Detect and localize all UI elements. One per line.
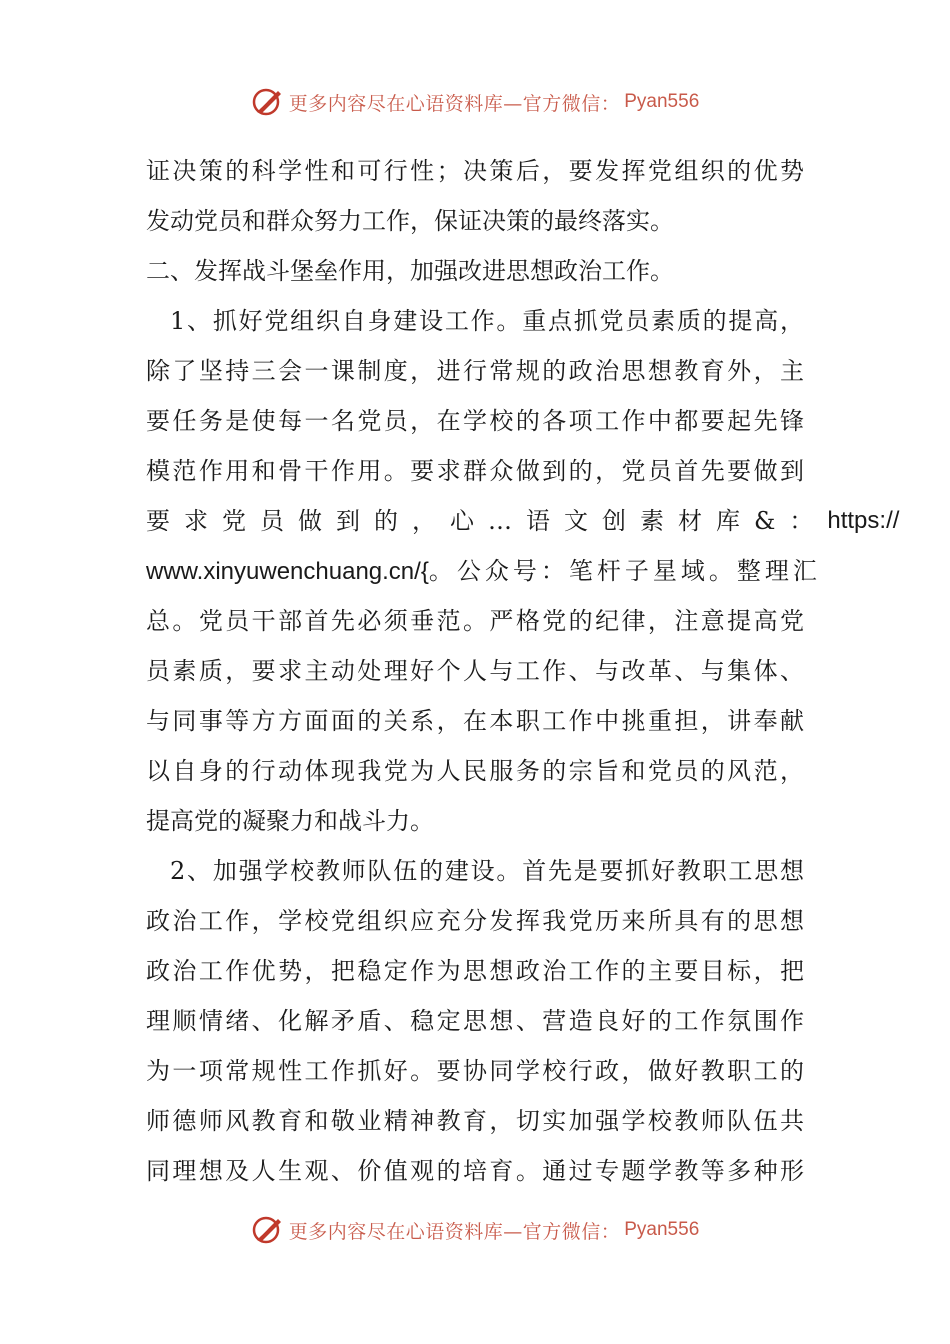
body-line-text: 要求党员做到的，心…语文创素材库&： [146, 507, 828, 535]
body-line-text: 。公众号：笔杆子星域。整理汇 [428, 557, 821, 585]
body-line: 要任务是使每一名党员，在学校的各项工作中都要起先锋 [146, 407, 804, 435]
watermark-footer [0, 1210, 950, 1250]
body-line: 证决策的科学性和可行性；决策后，要发挥党组织的优势 [146, 157, 804, 185]
body-line: 1、抓好党组织自身建设工作。重点抓党员素质的提高， [170, 307, 804, 335]
body-line: 与同事等方方面面的关系，在本职工作中挑重担，讲奉献 [146, 707, 804, 735]
body-line: 政治工作，学校党组织应充分发挥我党历来所具有的思想 [146, 907, 804, 935]
quill-logo-icon [251, 1213, 285, 1247]
body-line: 师德师风教育和敬业精神教育，切实加强学校教师队伍共 [146, 1107, 804, 1135]
url-text: www.xinyuwenchuang.cn/{ [146, 558, 429, 585]
watermark-wechat-id: Pyan556 [624, 91, 700, 112]
body-line: 总。党员干部首先必须垂范。严格党的纪律，注意提高党 [146, 607, 804, 635]
watermark-text: 更多内容尽在心语资料库—官方微信： [288, 1220, 621, 1243]
body-line: 理顺情绪、化解矛盾、稳定思想、营造良好的工作氛围作 [146, 1007, 804, 1035]
body-line: 同理想及人生观、价值观的培育。通过专题学教等多种形 [146, 1157, 804, 1185]
watermark-header [0, 82, 950, 122]
watermark-wechat-id: Pyan556 [624, 1219, 700, 1240]
body-line: 为一项常规性工作抓好。要协同学校行政，做好教职工的 [146, 1057, 804, 1085]
document-body [146, 146, 900, 1196]
url-fragment: https:// [827, 507, 900, 534]
body-line: 以自身的行动体现我党为人民服务的宗旨和党员的风范， [146, 757, 804, 785]
body-line: 2、加强学校教师队伍的建设。首先是要抓好教职工思想 [170, 857, 804, 885]
watermark-text: 更多内容尽在心语资料库—官方微信： [288, 92, 621, 115]
body-line: 提高党的凝聚力和战斗力。 [146, 807, 434, 835]
body-line [146, 496, 900, 546]
section-heading: 二、发挥战斗堡垒作用，加强改进思想政治工作。 [146, 257, 674, 285]
body-line [146, 546, 821, 596]
body-line: 发动党员和群众努力工作，保证决策的最终落实。 [146, 207, 674, 235]
body-line: 除了坚持三会一课制度，进行常规的政治思想教育外，主 [146, 357, 804, 385]
body-line: 员素质，要求主动处理好个人与工作、与改革、与集体、 [146, 657, 804, 685]
body-line: 模范作用和骨干作用。要求群众做到的，党员首先要做到 [146, 457, 804, 485]
body-line: 政治工作优势，把稳定作为思想政治工作的主要目标，把 [146, 957, 804, 985]
quill-logo-icon [251, 85, 285, 119]
